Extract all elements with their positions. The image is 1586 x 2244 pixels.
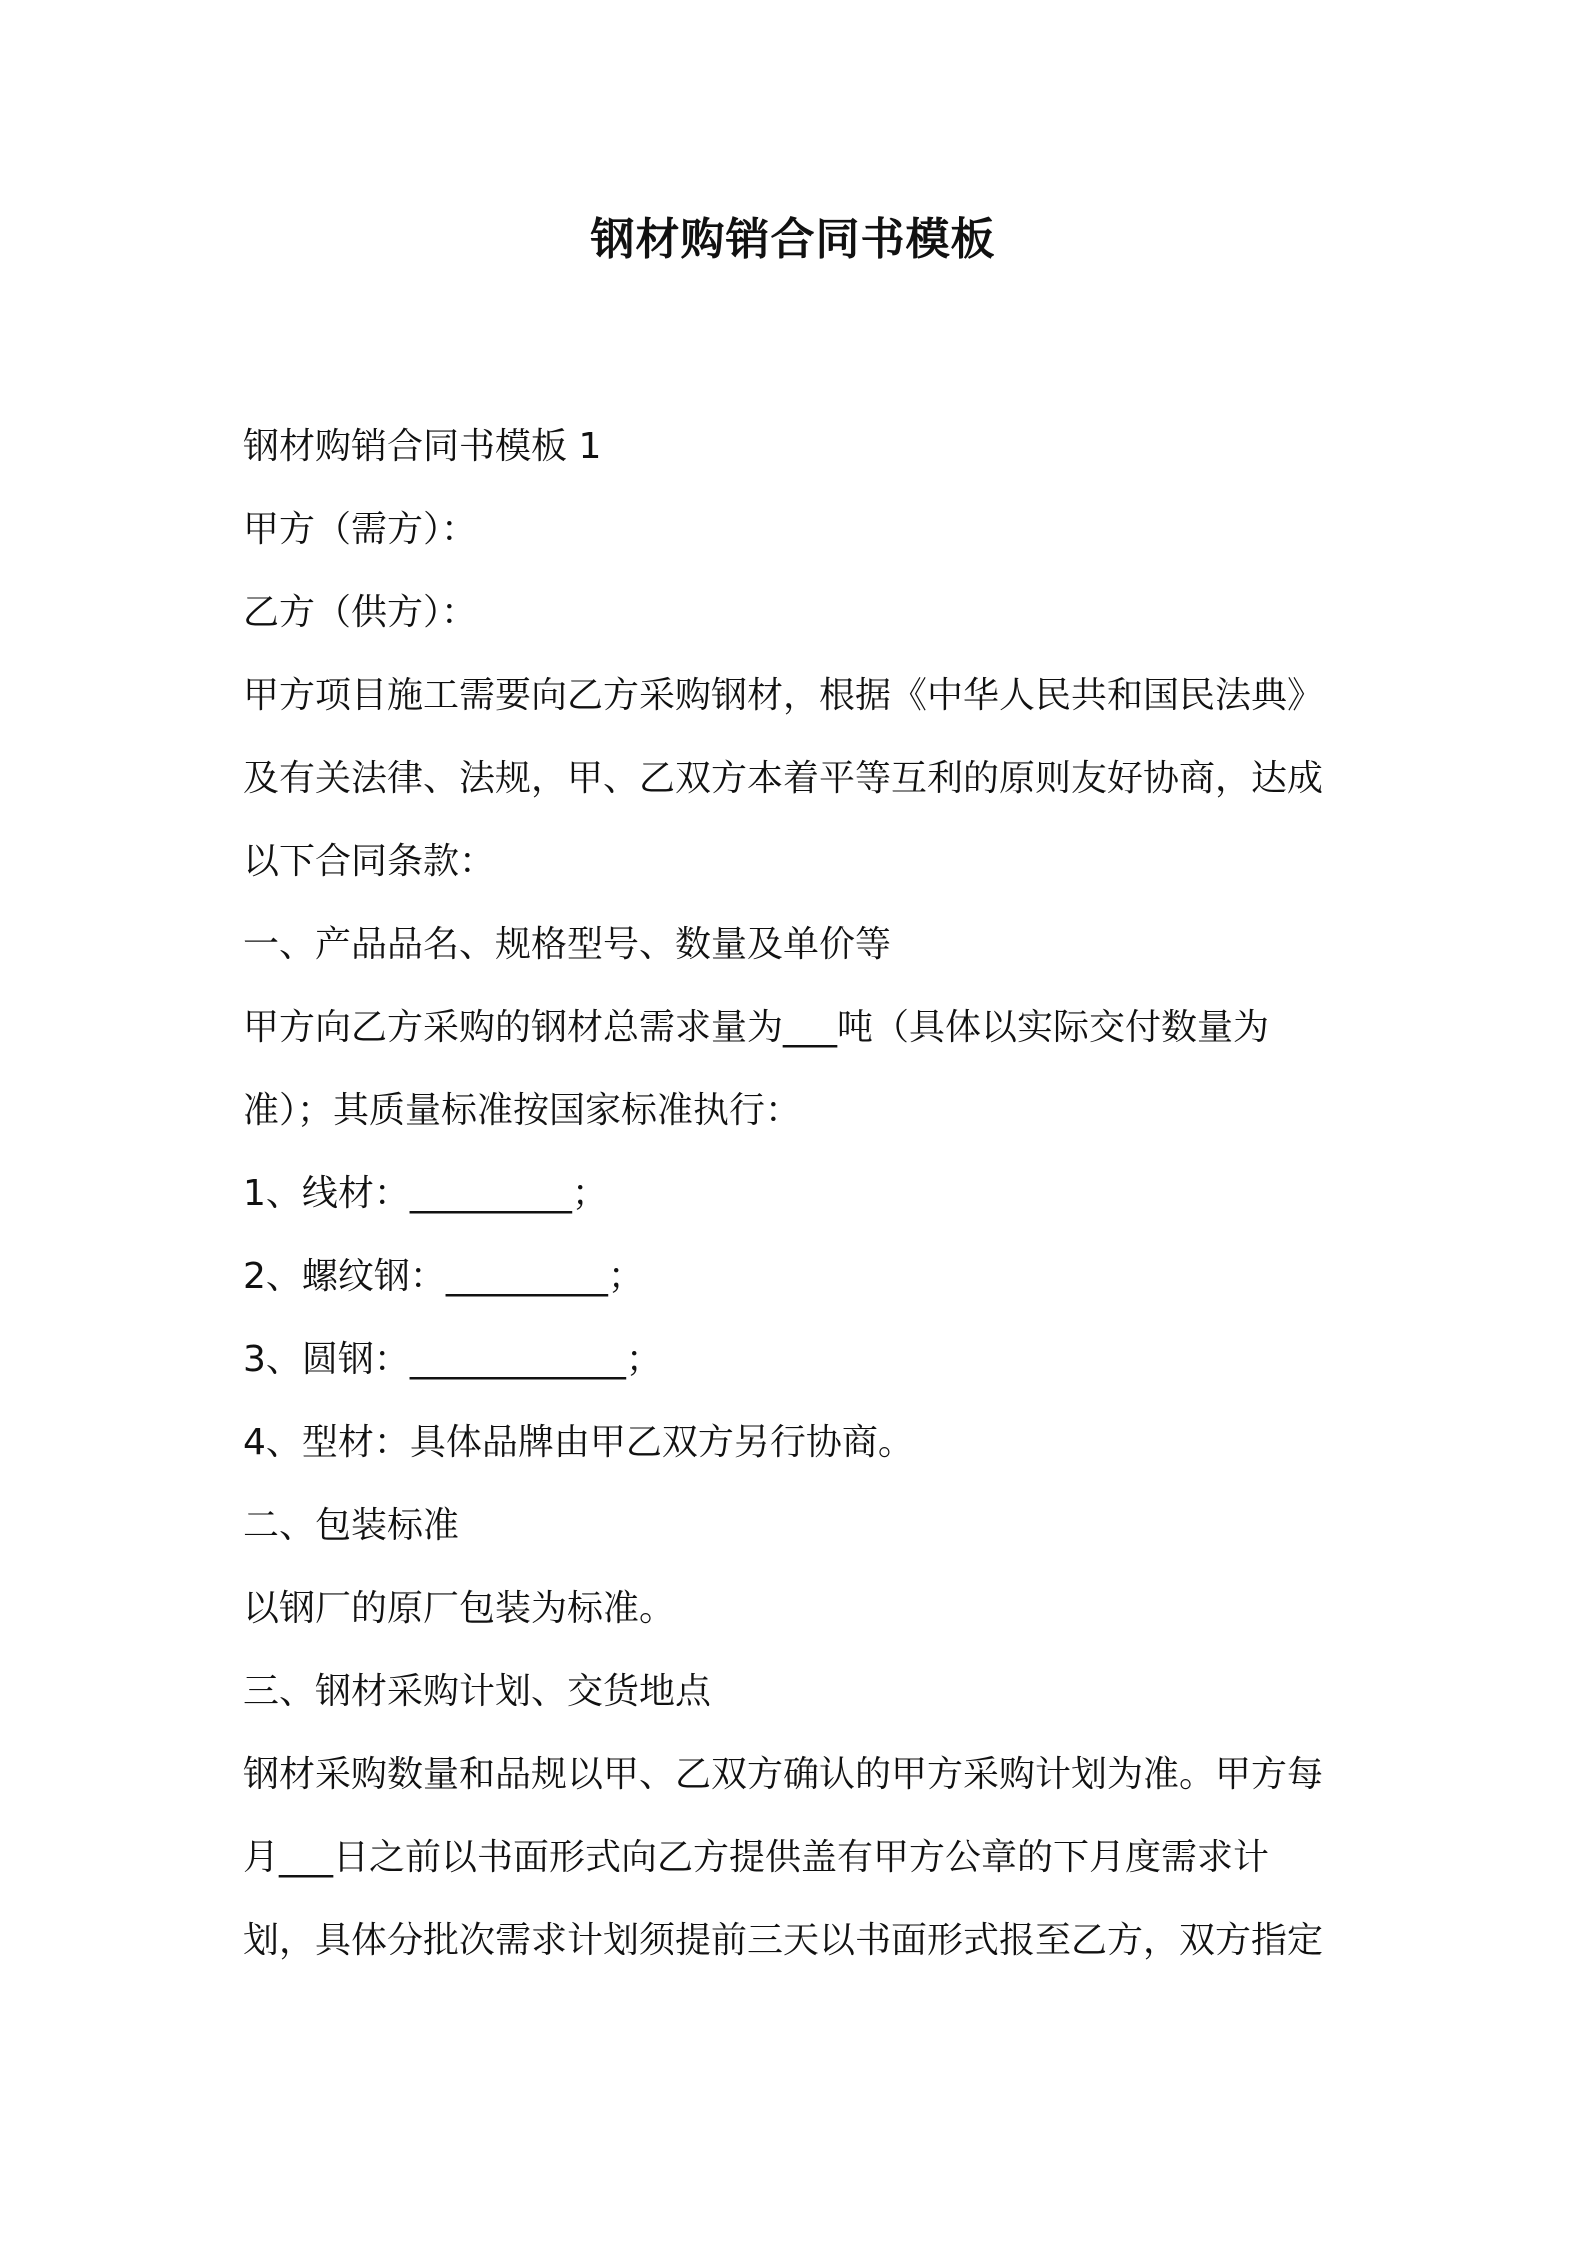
paragraph-line: 准）；其质量标准按国家标准执行： (243, 1090, 802, 1131)
section-heading-1: 一、产品品名、规格型号、数量及单价等 (243, 924, 892, 965)
paragraph-line: 划，具体分批次需求计划须提前三天以书面形式报至乙方，双方指定 (243, 1920, 1324, 1961)
list-item-3: 3、圆钢：____________； (243, 1339, 662, 1380)
list-item-2: 2、螺纹钢：_________； (243, 1256, 644, 1297)
party-b-line: 乙方（供方）： (243, 592, 478, 633)
paragraph-line: 月___日之前以书面形式向乙方提供盖有甲方公章的下月度需求计 (243, 1837, 1270, 1878)
list-item-1: 1、线材：_________； (243, 1173, 608, 1214)
paragraph-line: 甲方项目施工需要向乙方采购钢材，根据《中华人民共和国民法典》 (243, 675, 1324, 716)
paragraph-line: 钢材采购数量和品规以甲、乙双方确认的甲方采购计划为准。甲方每 (243, 1754, 1324, 1795)
document-body (243, 405, 1353, 1982)
section-heading-2: 二、包装标准 (243, 1505, 460, 1546)
list-item-4: 4、型材：具体品牌由甲乙双方另行协商。 (243, 1422, 914, 1463)
section-heading-3: 三、钢材采购计划、交货地点 (243, 1671, 712, 1712)
paragraph-line: 甲方向乙方采购的钢材总需求量为___吨（具体以实际交付数量为 (243, 1007, 1270, 1048)
document-title: 钢材购销合同书模板 (590, 214, 996, 265)
subtitle-line: 钢材购销合同书模板 1 (243, 426, 602, 467)
party-a-line: 甲方（需方）： (243, 509, 478, 550)
paragraph-line: 以钢厂的原厂包装为标准。 (243, 1588, 676, 1629)
paragraph-line: 及有关法律、法规，甲、乙双方本着平等互利的原则友好协商，达成 (243, 758, 1324, 799)
paragraph-line: 以下合同条款： (243, 841, 496, 882)
